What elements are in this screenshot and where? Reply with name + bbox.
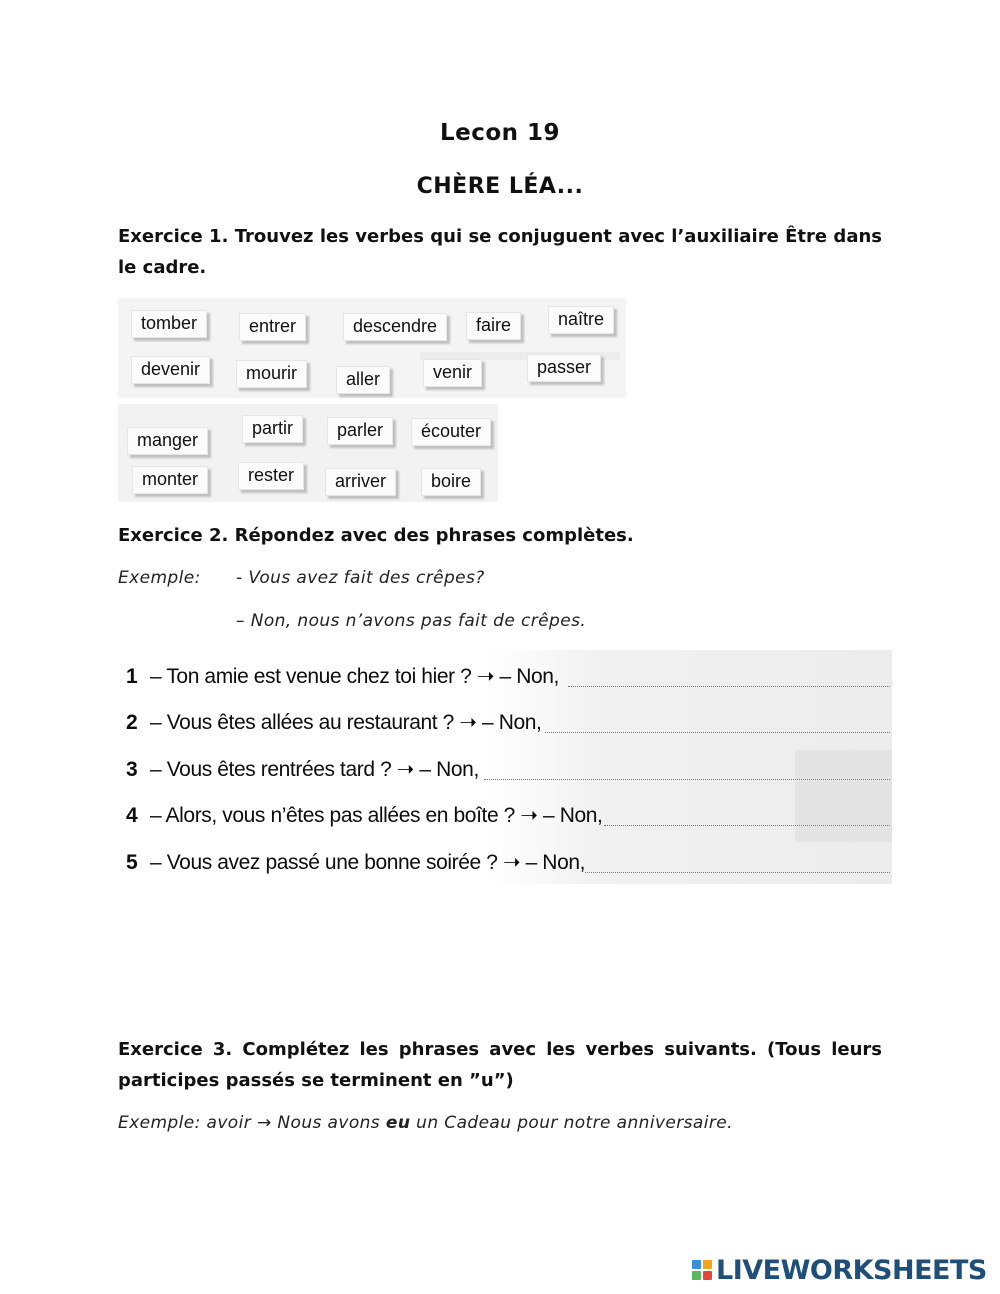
exercise2-example-label: Exemple: (118, 568, 201, 588)
lesson-title: Lecon 19 (439, 120, 561, 146)
verb-tag[interactable]: manger (127, 427, 208, 455)
scan-ghost-box (795, 750, 892, 842)
verb-tag[interactable]: entrer (239, 313, 306, 341)
question-text: – Vous êtes rentrées tard ? ➝ – Non, (150, 758, 479, 781)
verb-tag[interactable]: arriver (325, 468, 396, 496)
answer-line[interactable] (545, 732, 890, 733)
question-text: – Alors, vous n’êtes pas allées en boîte ? ➝ – Non, (150, 804, 603, 827)
logo-mark-icon (692, 1260, 712, 1280)
verb-tag[interactable]: descendre (343, 313, 447, 341)
example-participle: eu (385, 1113, 411, 1133)
question-text: – Vous êtes allées au restaurant ? ➝ – Non, (150, 711, 542, 734)
verb-tag[interactable]: rester (238, 462, 304, 490)
answer-line[interactable] (604, 825, 890, 826)
liveworksheets-logo (692, 1254, 987, 1286)
question-row (126, 757, 479, 782)
question-number: 2 (126, 711, 138, 734)
verb-tag[interactable]: mourir (236, 360, 307, 388)
exercise3-heading: Exercice 3. Complétez les phrases avec les verbes suivants. (Tous leurs participes passés se terminent en ”u”) (118, 1039, 882, 1091)
question-number: 5 (126, 851, 138, 874)
exercise2-example-answer: – Non, nous n’avons pas fait de crêpes. (236, 611, 587, 631)
verb-tag[interactable]: partir (242, 415, 303, 443)
lesson-subtitle: CHÈRE LÉA... (416, 174, 584, 199)
exercise3-example (118, 1113, 733, 1133)
exercise2-heading: Exercice 2. Répondez avec des phrases complètes. (118, 525, 634, 546)
question-number: 4 (126, 804, 138, 827)
verb-tag[interactable]: parler (327, 417, 393, 445)
example-suffix: un Cadeau pour notre anniversaire. (416, 1113, 733, 1133)
verb-tag[interactable]: tomber (131, 310, 207, 338)
verb-tag[interactable]: devenir (131, 356, 210, 384)
verb-tag[interactable]: écouter (411, 418, 491, 446)
verb-tag[interactable]: faire (466, 312, 521, 340)
example-mid: Nous avons (277, 1113, 381, 1133)
brand-name: LIVEWORKSHEETS (716, 1254, 987, 1286)
verb-tag[interactable]: passer (527, 354, 601, 382)
arrow-icon: → (256, 1113, 272, 1133)
answer-line[interactable] (568, 686, 890, 687)
verb-tag[interactable]: naître (548, 306, 614, 334)
question-row (126, 850, 585, 875)
verb-tag[interactable]: boire (421, 468, 481, 496)
exercise1-heading: Exercice 1. Trouvez les verbes qui se conjuguent avec l’auxiliaire Être dans le cadre. (118, 226, 882, 278)
question-row (126, 710, 541, 735)
question-text: – Vous avez passé une bonne soirée ? ➝ – Non, (150, 851, 586, 874)
question-row (126, 664, 559, 689)
verb-tag[interactable]: venir (423, 359, 482, 387)
question-text: – Ton amie est venue chez toi hier ? ➝ – Non, (150, 665, 559, 688)
verb-tag[interactable]: monter (132, 466, 208, 494)
verb-tag[interactable]: aller (336, 366, 390, 394)
answer-line[interactable] (585, 872, 890, 873)
answer-line[interactable] (484, 779, 890, 780)
question-number: 1 (126, 665, 138, 688)
example-prefix: Exemple: avoir (118, 1113, 252, 1133)
question-row (126, 803, 602, 828)
question-number: 3 (126, 758, 138, 781)
exercise2-example-question: - Vous avez fait des crêpes? (236, 568, 485, 588)
